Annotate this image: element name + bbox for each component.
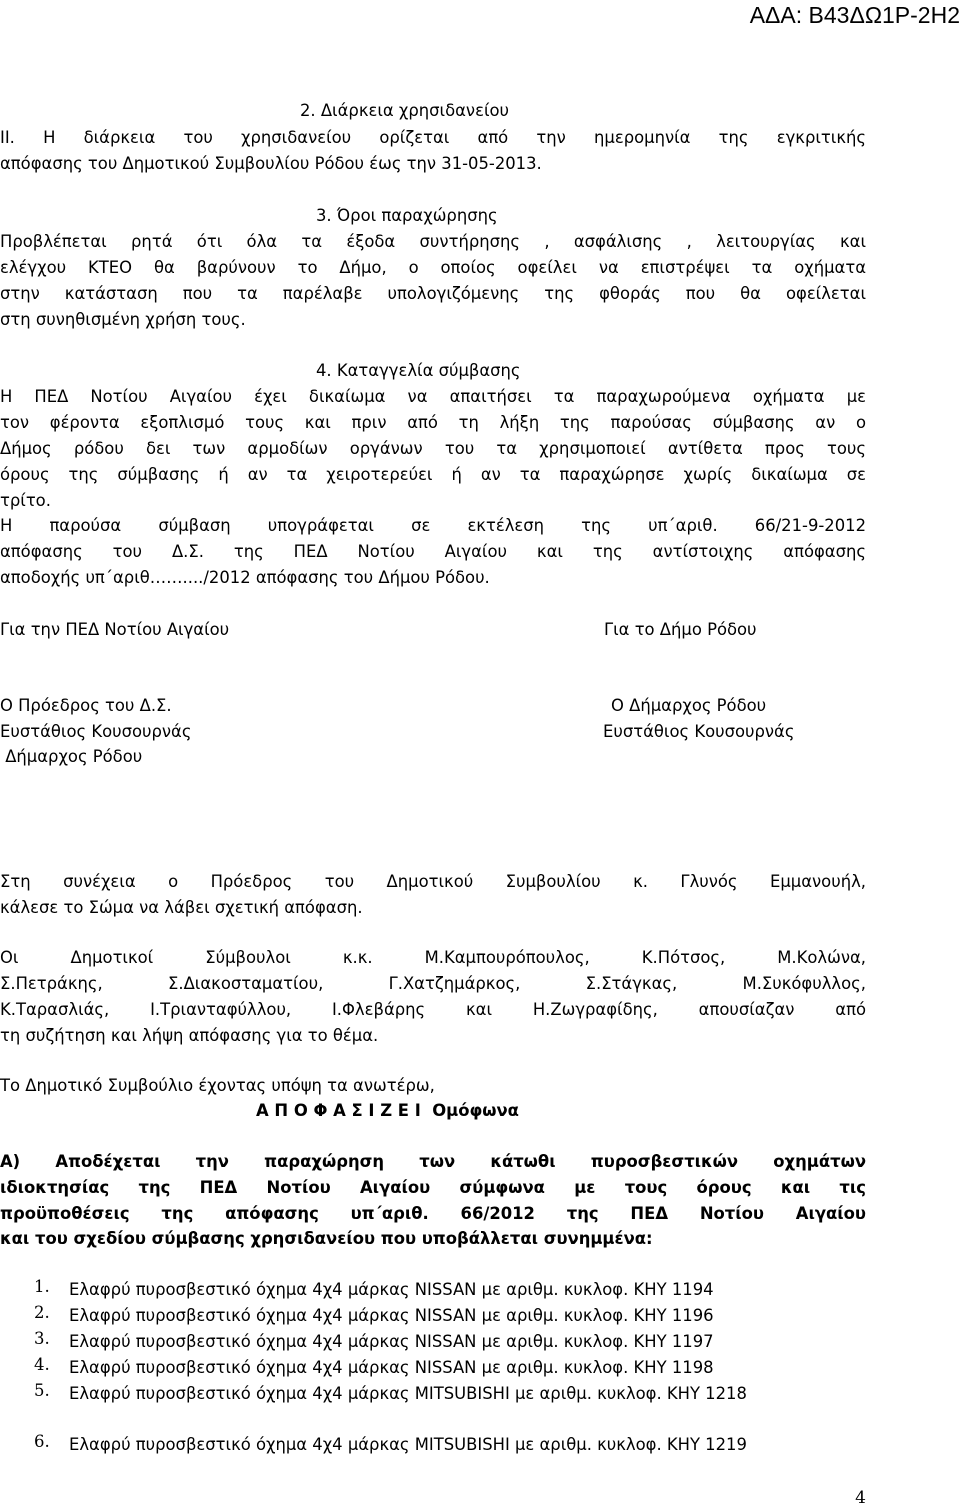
vehicle-text: Ελαφρύ πυροσβεστικό όχημα 4χ4 μάρκας MITSUBISHI με αριθμ. κυκλοφ. ΚΗΥ 1218 xyxy=(69,1384,747,1403)
resolution-line: Α) Αποδέχεται την παραχώρηση των κάτωθι πυροσβεστικών οχημάτων xyxy=(0,1152,866,1171)
signature-right-for: Για το Δήμο Ρόδου xyxy=(604,620,757,639)
vehicle-number: 3. xyxy=(34,1329,50,1348)
vehicle-number: 1. xyxy=(34,1277,50,1296)
vehicle-number: 6. xyxy=(34,1432,50,1451)
section4-line: απόφασης του Δ.Σ. της ΠΕΔ Νοτίου Αιγαίου και της αντίστοιχης απόφασης xyxy=(0,542,866,561)
vehicle-number: 5. xyxy=(34,1381,50,1400)
section3-line: Προβλέπεται ρητά ότι όλα τα έξοδα συντήρησης , ασφάλισης , λειτουργίας και xyxy=(0,232,866,251)
signature-left-line: Ευστάθιος Κουσουρνάς xyxy=(0,722,192,741)
section4-line: αποδοχής υπ΄αριθ……..../2012 απόφασης του Δήμου Ρόδου. xyxy=(0,568,490,587)
decision-heading: Α Π Ο Φ Α Σ Ι Ζ Ε Ι Ομόφωνα xyxy=(256,1101,519,1120)
page-number: 4 xyxy=(855,1488,866,1508)
section4-line: τον φέροντα εξοπλισμό τους και πριν από τη λήξη της παρούσας σύμβασης αν ο xyxy=(0,413,866,432)
minutes-line: Σ.Πετράκης, Σ.Διακοσταματίου, Γ.Χατζημάρκος, Σ.Στάγκας, Μ.Συκόφυλλος, xyxy=(0,974,866,993)
vehicle-text: Ελαφρύ πυροσβεστικό όχημα 4χ4 μάρκας NISSAN με αριθμ. κυκλοφ. ΚΗΥ 1194 xyxy=(69,1280,714,1299)
minutes-line: Στη συνέχεια ο Πρόεδρος του Δημοτικού Συμβουλίου κ. Γλυνός Εμμανουήλ, xyxy=(0,872,866,891)
section4-heading: 4. Καταγγελία σύμβασης xyxy=(316,361,521,380)
section2-line: απόφασης του Δημοτικού Συμβουλίου Ρόδου έως την 31-05-2013. xyxy=(0,154,542,173)
vehicle-text: Ελαφρύ πυροσβεστικό όχημα 4χ4 μάρκας NISSAN με αριθμ. κυκλοφ. ΚΗΥ 1196 xyxy=(69,1306,714,1325)
resolution-line: προϋποθέσεις της απόφασης υπ΄αριθ. 66/2012 της ΠΕΔ Νοτίου Αιγαίου xyxy=(0,1204,866,1223)
section3-heading: 3. Όροι παραχώρησης xyxy=(316,206,498,225)
section2-line: ΙΙ. Η διάρκεια του χρησιδανείου ορίζεται από την ημερομηνία της εγκριτικής xyxy=(0,128,866,147)
minutes-line: Κ.Ταρασλιάς, Ι.Τριανταφύλλου, Ι.Φλεβάρης και Η.Ζωγραφίδης, απουσίαζαν από xyxy=(0,1000,866,1019)
section4-line: Δήμος ρόδου δει των αρμοδίων οργάνων του τα χρησιμοποιεί αντίθετα προς τους xyxy=(0,439,866,458)
vehicle-text: Ελαφρύ πυροσβεστικό όχημα 4χ4 μάρκας MITSUBISHI με αριθμ. κυκλοφ. ΚΗΥ 1219 xyxy=(69,1435,747,1454)
resolution-line: ιδιοκτησίας της ΠΕΔ Νοτίου Αιγαίου σύμφωνα με τους όρους και τις xyxy=(0,1178,866,1197)
minutes-line: τη συζήτηση και λήψη απόφασης για το θέμα. xyxy=(0,1026,379,1045)
signature-left-line: Ο Πρόεδρος του Δ.Σ. xyxy=(0,696,172,715)
vehicle-text: Ελαφρύ πυροσβεστικό όχημα 4χ4 μάρκας NISSAN με αριθμ. κυκλοφ. ΚΗΥ 1198 xyxy=(69,1358,714,1377)
section4-line: Η παρούσα σύμβαση υπογράφεται σε εκτέλεση της υπ΄αριθ. 66/21-9-2012 xyxy=(0,516,866,535)
vehicle-number: 2. xyxy=(34,1303,50,1322)
minutes-line: Οι Δημοτικοί Σύμβουλοι κ.κ. Μ.Καμπουρόπουλος, Κ.Πότσος, Μ.Κολώνα, xyxy=(0,948,866,967)
minutes-line: κάλεσε το Σώμα να λάβει σχετική απόφαση. xyxy=(0,898,363,917)
section3-line: ελέγχου ΚΤΕΟ θα βαρύνουν το Δήμο, ο οποίος οφείλει να επιστρέψει τα οχήματα xyxy=(0,258,866,277)
signature-left-for: Για την ΠΕΔ Νοτίου Αιγαίου xyxy=(0,620,230,639)
resolution-line: και του σχεδίου σύμβασης χρησιδανείου που υποβάλλεται συνημμένα: xyxy=(0,1229,653,1248)
ada-code: ΑΔΑ: Β43ΔΩ1Ρ-2Η2 xyxy=(749,2,960,28)
section3-line: στην κατάσταση που τα παρέλαβε υπολογιζόμενης της φθοράς που θα οφείλεται xyxy=(0,284,866,303)
section4-line: τρίτο. xyxy=(0,491,51,510)
section3-line: στη συνηθισμένη χρήση τους. xyxy=(0,310,246,329)
signature-left-line: Δήμαρχος Ρόδου xyxy=(0,747,143,766)
vehicle-text: Ελαφρύ πυροσβεστικό όχημα 4χ4 μάρκας NISSAN με αριθμ. κυκλοφ. ΚΗΥ 1197 xyxy=(69,1332,714,1351)
section2-heading: 2. Διάρκεια χρησιδανείου xyxy=(300,101,509,120)
minutes-line: Το Δημοτικό Συμβούλιο έχοντας υπόψη τα ανωτέρω, xyxy=(0,1076,435,1095)
section4-line: όρους της σύμβασης ή αν τα χειροτερεύει ή αν τα παραχώρησε χωρίς δικαίωμα σε xyxy=(0,465,866,484)
signature-right-line: Ο Δήμαρχος Ρόδου xyxy=(611,696,767,715)
section4-line: Η ΠΕΔ Νοτίου Αιγαίου έχει δικαίωμα να απαιτήσει τα παραχωρούμενα οχήματα με xyxy=(0,387,866,406)
vehicle-number: 4. xyxy=(34,1355,50,1374)
signature-right-line: Ευστάθιος Κουσουρνάς xyxy=(603,722,795,741)
